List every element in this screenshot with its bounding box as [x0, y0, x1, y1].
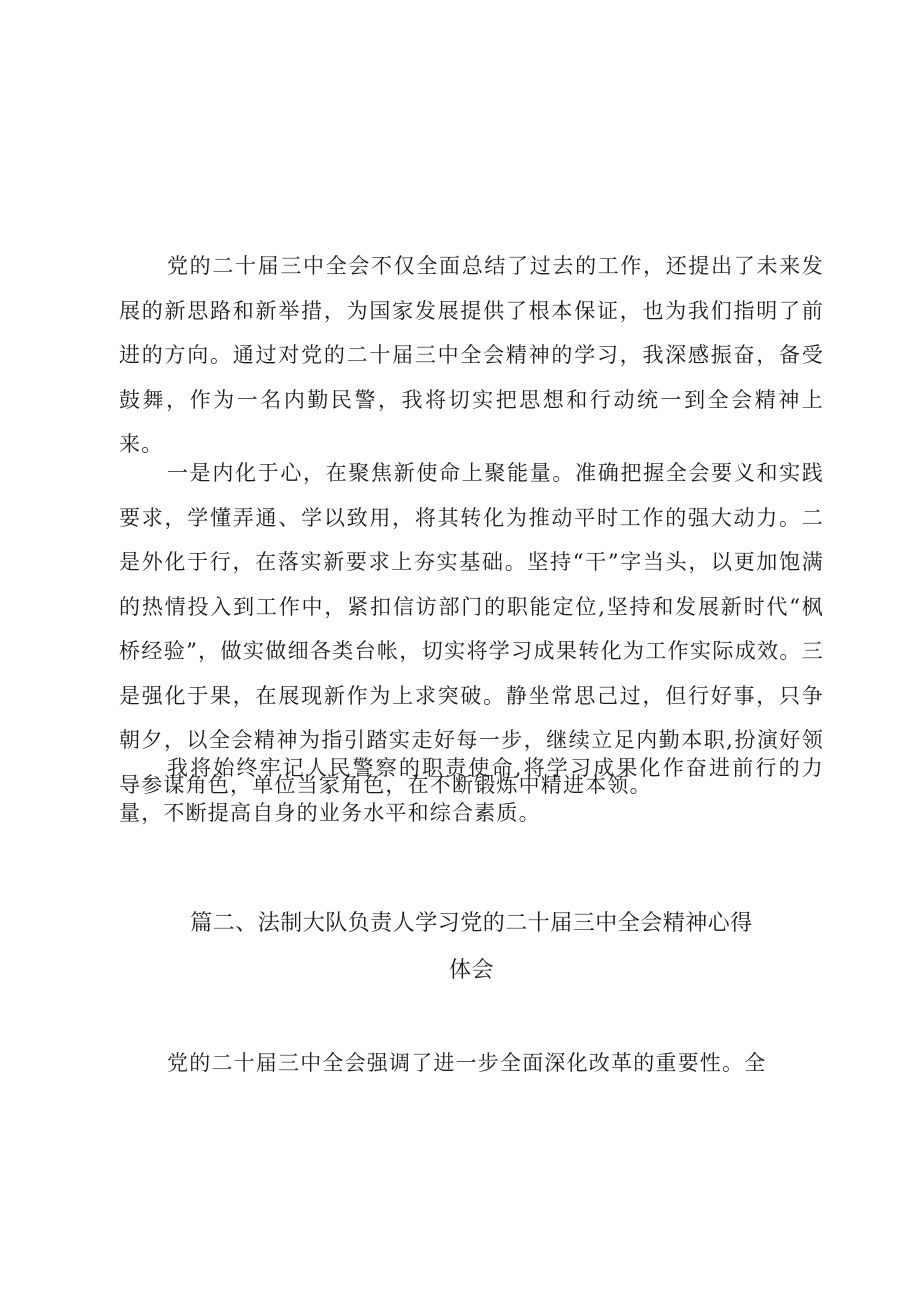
section-heading-line-1: 篇二、法制大队负责人学习党的二十届三中全会精神心得: [190, 911, 753, 936]
section-heading-line-2: 体会: [448, 958, 494, 983]
paragraph-section-two-start: 党的二十届三中全会强调了进一步全面深化改革的重要性。全: [167, 1051, 767, 1075]
paragraph-conclusion: 我将始终牢记人民警察的职责使命,将学习成果化作奋进前行的力量，不断提高自身的业务水平和综合素质。: [119, 756, 824, 825]
paragraph-three-points: 一是内化于心，在聚焦新使命上聚能量。准确把握全会要义和实践要求，学懂弄通、学以致用，将其转化为推动平时工作的强大动力。二是外化于行，在落实新要求上夯实基础。坚持“干”字当头，以更加饱满的热情投入到工作中，紧扣信访部门的职能定位,坚持和发展新时代“枫桥经验”，做实做细各类台帐，切实将学习成果转化为工作实际成效。三是强化于果，在展现新作为上求突破。静坐常思己过，但行好事，只争朝夕，以全会精神为指引踏实走好每一步，继续立足内勤本职,扮演好领导参谋角色，单位当家角色，在不断锻炼中精进本领。: [119, 461, 824, 797]
section-heading: [119, 900, 824, 994]
paragraph-intro: 党的二十届三中全会不仅全面总结了过去的工作，还提出了未来发展的新思路和新举措，为国家发展提供了根本保证，也为我们指明了前进的方向。通过对党的二十届三中全会精神的学习，我深感振奋，备受鼓舞，作为一名内勤民警，我将切实把思想和行动统一到全会精神上来。: [119, 254, 824, 456]
